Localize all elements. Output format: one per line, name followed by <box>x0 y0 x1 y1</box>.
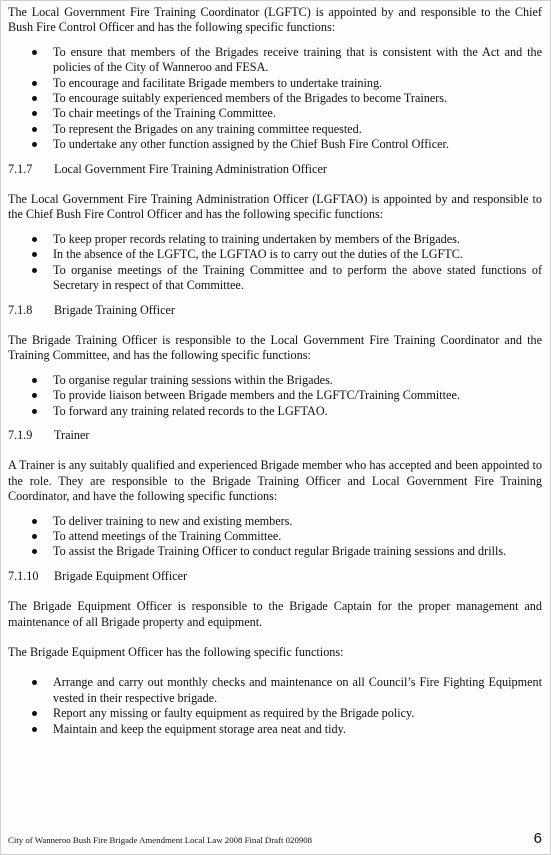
section-number: 7.1.7 <box>8 161 33 176</box>
page-number: 6 <box>533 830 542 847</box>
list-item: To keep proper records relating to training undertaken by members of the Brigades. <box>8 232 542 247</box>
bullet-icon <box>32 534 37 539</box>
intro-paragraph: The Local Government Fire Training Coordinator (LGFTC) is appointed by and responsible to the Chief Bush Fire Control Officer and has the following specific functions: <box>8 5 542 35</box>
bullet-icon <box>32 50 37 55</box>
section-title: Brigade Training Officer <box>54 302 175 317</box>
bullet-icon <box>32 393 37 398</box>
section-bullet-list <box>8 232 542 294</box>
section-paragraph: The Brigade Equipment Officer has the following specific functions: <box>8 645 344 659</box>
list-item: To organise regular training sessions within the Brigades. <box>8 373 542 388</box>
section-paragraph: The Brigade Training Officer is responsible to the Local Government Fire Training Coordinator and the Training Committee, and has the following specific functions: <box>8 332 542 363</box>
bullet-icon <box>32 378 37 383</box>
section-title: Trainer <box>54 427 90 442</box>
bullet-icon <box>32 711 37 716</box>
bullet-icon <box>32 268 37 273</box>
section-paragraph: A Trainer is any suitably qualified and experienced Brigade member who has accepted and been appointed to the role. They are responsible to the Brigade Training Officer and Local Government Fire Training Coordinator, and have the following specific functions: <box>8 458 542 504</box>
section-title: Local Government Fire Training Administration Officer <box>54 161 327 176</box>
section-paragraph: The Brigade Equipment Officer is responsible to the Brigade Captain for the proper management and maintenance of all Brigade property and equipment. <box>8 599 542 629</box>
section-heading <box>8 428 542 443</box>
list-item: To deliver training to new and existing members. <box>8 514 542 529</box>
bullet-icon <box>32 252 37 257</box>
bullet-icon <box>32 409 37 414</box>
list-item: Arrange and carry out monthly checks and maintenance on all Council’s Fire Fighting Equipment vested in their respective brigade. <box>8 675 542 706</box>
list-item: In the absence of the LGFTC, the LGFTAO is to carry out the duties of the LGFTC. <box>8 247 542 262</box>
list-item: Maintain and keep the equipment storage area neat and tidy. <box>8 722 542 737</box>
list-item: To assist the Brigade Training Officer to conduct regular Brigade training sessions and drills. <box>8 544 542 559</box>
section-heading <box>8 162 542 177</box>
list-item: To forward any training related records to the LGFTAO. <box>8 404 542 419</box>
section-bullet-list <box>8 514 542 560</box>
bullet-icon <box>32 519 37 524</box>
bullet-icon <box>32 237 37 242</box>
page-footer <box>8 830 542 847</box>
footer-text: City of Wanneroo Bush Fire Brigade Amendment Local Law 2008 Final Draft 020908 <box>8 835 313 845</box>
intro-bullet-list <box>8 45 542 153</box>
section-heading <box>8 569 542 584</box>
list-item: To provide liaison between Brigade members and the LGFTC/Training Committee. <box>8 388 542 403</box>
list-item: To undertake any other function assigned by the Chief Bush Fire Control Officer. <box>8 137 542 152</box>
section-number: 7.1.10 <box>8 568 39 583</box>
list-item: To attend meetings of the Training Committee. <box>8 529 542 544</box>
section-bullet-list <box>8 373 542 419</box>
section-paragraph: The Local Government Fire Training Administration Officer (LGFTAO) is appointed by and responsible to the Chief Bush Fire Control Officer and has the following specific functions: <box>8 192 542 222</box>
bullet-icon <box>32 81 37 86</box>
section-number: 7.1.8 <box>8 302 33 317</box>
bullet-icon <box>32 727 37 732</box>
section-heading <box>8 303 542 318</box>
list-item: To ensure that members of the Brigades receive training that is consistent with the Act and the policies of the City of Wanneroo and FESA. <box>8 45 542 76</box>
list-item: To organise meetings of the Training Committee and to perform the above stated functions of Secretary in respect of that Committee. <box>8 263 542 294</box>
bullet-icon <box>32 127 37 132</box>
page-content <box>8 5 542 737</box>
list-item: To encourage suitably experienced members of the Brigades to become Trainers. <box>8 91 542 106</box>
bullet-icon <box>32 96 37 101</box>
list-item: Report any missing or faulty equipment as required by the Brigade policy. <box>8 706 542 721</box>
bullet-icon <box>32 142 37 147</box>
list-item: To chair meetings of the Training Committee. <box>8 106 542 121</box>
section-bullet-list <box>8 675 542 737</box>
bullet-icon <box>32 111 37 116</box>
bullet-icon <box>32 549 37 554</box>
list-item: To represent the Brigades on any training committee requested. <box>8 122 542 137</box>
list-item: To encourage and facilitate Brigade members to undertake training. <box>8 76 542 91</box>
section-title: Brigade Equipment Officer <box>54 568 188 583</box>
section-number: 7.1.9 <box>8 427 33 442</box>
bullet-icon <box>32 680 37 685</box>
